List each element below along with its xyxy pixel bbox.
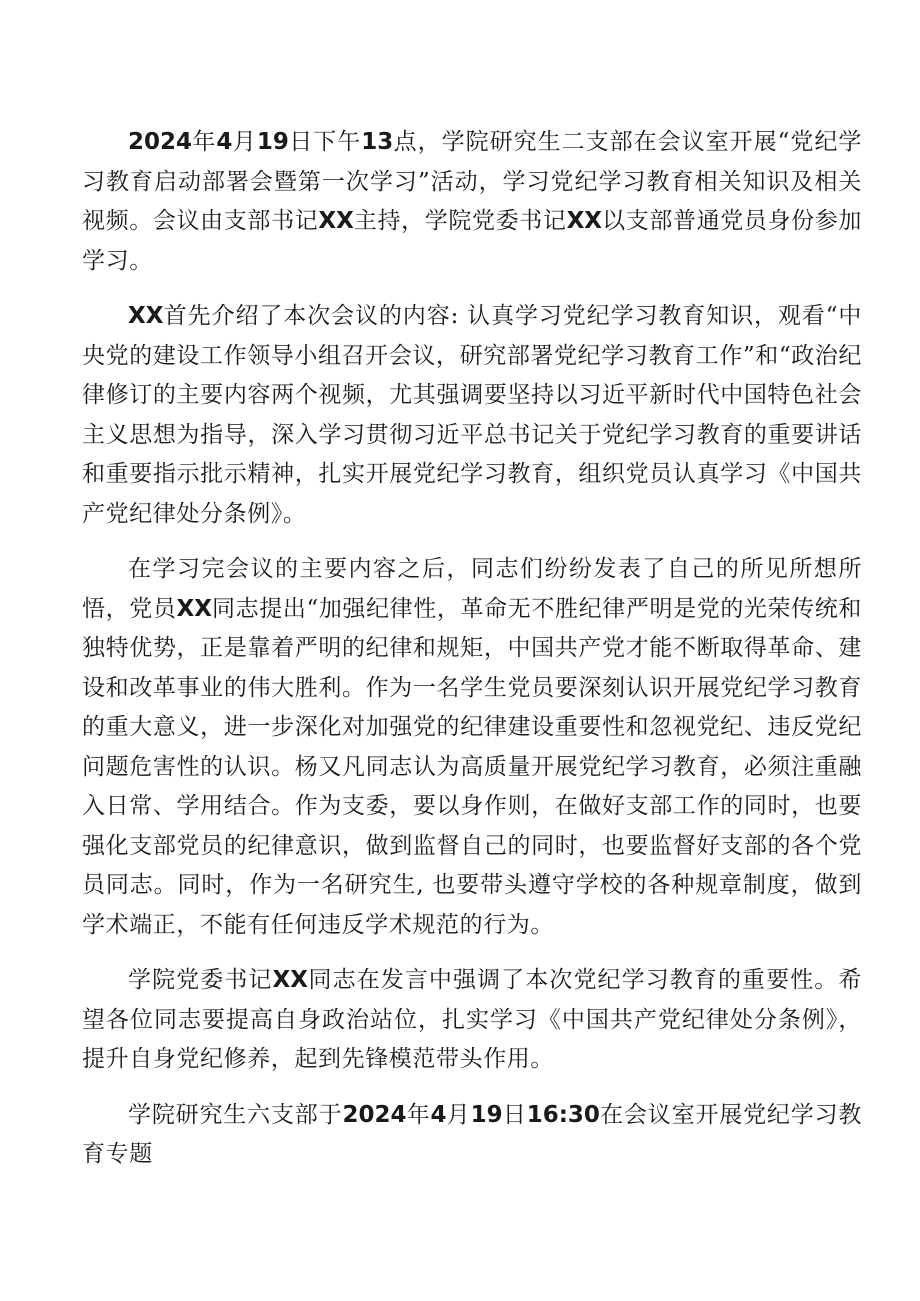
text-run: 以支部普通党员身份参加学习。 bbox=[82, 208, 863, 274]
text-run: 在会议室开展党纪学习教育专题 bbox=[82, 1101, 862, 1167]
text-run: 点，学院研究生二支部在会议室开展“党纪学习教育启动部署会暨第一次学习”活动，学习党纪学习教育相关知识及相关视频。会议由支部书记 bbox=[82, 129, 862, 234]
text-run: 年 bbox=[192, 129, 217, 155]
paragraph-3 bbox=[82, 550, 862, 945]
text-run: 日下午 bbox=[288, 129, 362, 155]
text-run: 学院研究生六支部于 bbox=[128, 1101, 343, 1128]
bold-text-run: 19 bbox=[470, 1101, 503, 1128]
text-run: 首先介绍了本次会议的内容: 认真学习党纪学习教育知识，观看“中央党的建设工作领导小组召开会议，研究部署党纪学习教育工作”和“政治纪律修订的主要内容两个视频，尤其强调要坚持以习近平新时代中国特色社会主义思想为指导，深入学习贯彻习近平总书记关于党纪学习教育的重要讲话和重要指示批示精神，扎实开展党纪学习教育，组织党员认真学习《中国共产党纪律处分条例》。 bbox=[82, 303, 862, 527]
bold-text-run: XX bbox=[566, 208, 603, 234]
document-body bbox=[82, 123, 862, 1191]
bold-text-run: XX bbox=[318, 208, 354, 234]
bold-text-run: 13 bbox=[361, 129, 394, 155]
bold-text-run: 4 bbox=[216, 129, 233, 155]
text-run: 月 bbox=[446, 1101, 471, 1128]
text-run: 主持，学院党委书记 bbox=[353, 208, 567, 234]
text-run: 同志在发言中强调了本次党纪学习教育的重要性。希望各位同志要提高自身政治站位，扎实学习《中国共产党纪律处分条例》，提升自身党纪修养，起到先锋模范带头作用。 bbox=[82, 967, 862, 1072]
bold-text-run: 19 bbox=[256, 129, 289, 155]
bold-text-run: XX bbox=[272, 967, 308, 993]
bold-text-run: XX bbox=[176, 595, 212, 622]
text-run: 学院党委书记 bbox=[128, 967, 273, 993]
text-run: 在学习完会议的主要内容之后，同志们纷纷发表了自己的所见所想所悟，党员 bbox=[82, 556, 862, 622]
text-run: 同志提出“加强纪律性，革命无不胜纪律严明是党的光荣传统和独特优势，正是靠着严明的纪律和规矩，中国共产党才能不断取得革命、建设和改革事业的伟大胜利。作为一名学生党员要深刻认识开展党纪学习教育的重大意义，进一步深化对加强党的纪律建设重要性和忽视党纪、违反党纪问题危害性的认识。杨又凡同志认为高质量开展党纪学习教育，必须注重融入日常、学用结合。作为支委，要以身作则，在做好支部工作的同时，也要强化支部党员的纪律意识，做到监督自己的同时，也要监督好支部的各个党员同志。同时，作为一名研究生, 也要带头遵守学校的各种规章制度，做到学术端正，不能有任何违反学术规范的行为。 bbox=[82, 595, 863, 938]
paragraph-1 bbox=[82, 123, 862, 281]
text-run: 年 bbox=[406, 1101, 431, 1128]
bold-text-run: 2024 bbox=[128, 129, 193, 155]
bold-text-run: 2024 bbox=[342, 1101, 407, 1128]
bold-text-run: 16:30 bbox=[526, 1101, 600, 1128]
paragraph-4 bbox=[82, 961, 862, 1080]
bold-text-run: 4 bbox=[430, 1101, 447, 1128]
paragraph-2 bbox=[82, 297, 862, 534]
bold-text-run: XX bbox=[128, 303, 164, 329]
text-run: 日 bbox=[502, 1101, 527, 1128]
paragraph-5 bbox=[82, 1096, 862, 1175]
text-run: 月 bbox=[232, 129, 257, 155]
